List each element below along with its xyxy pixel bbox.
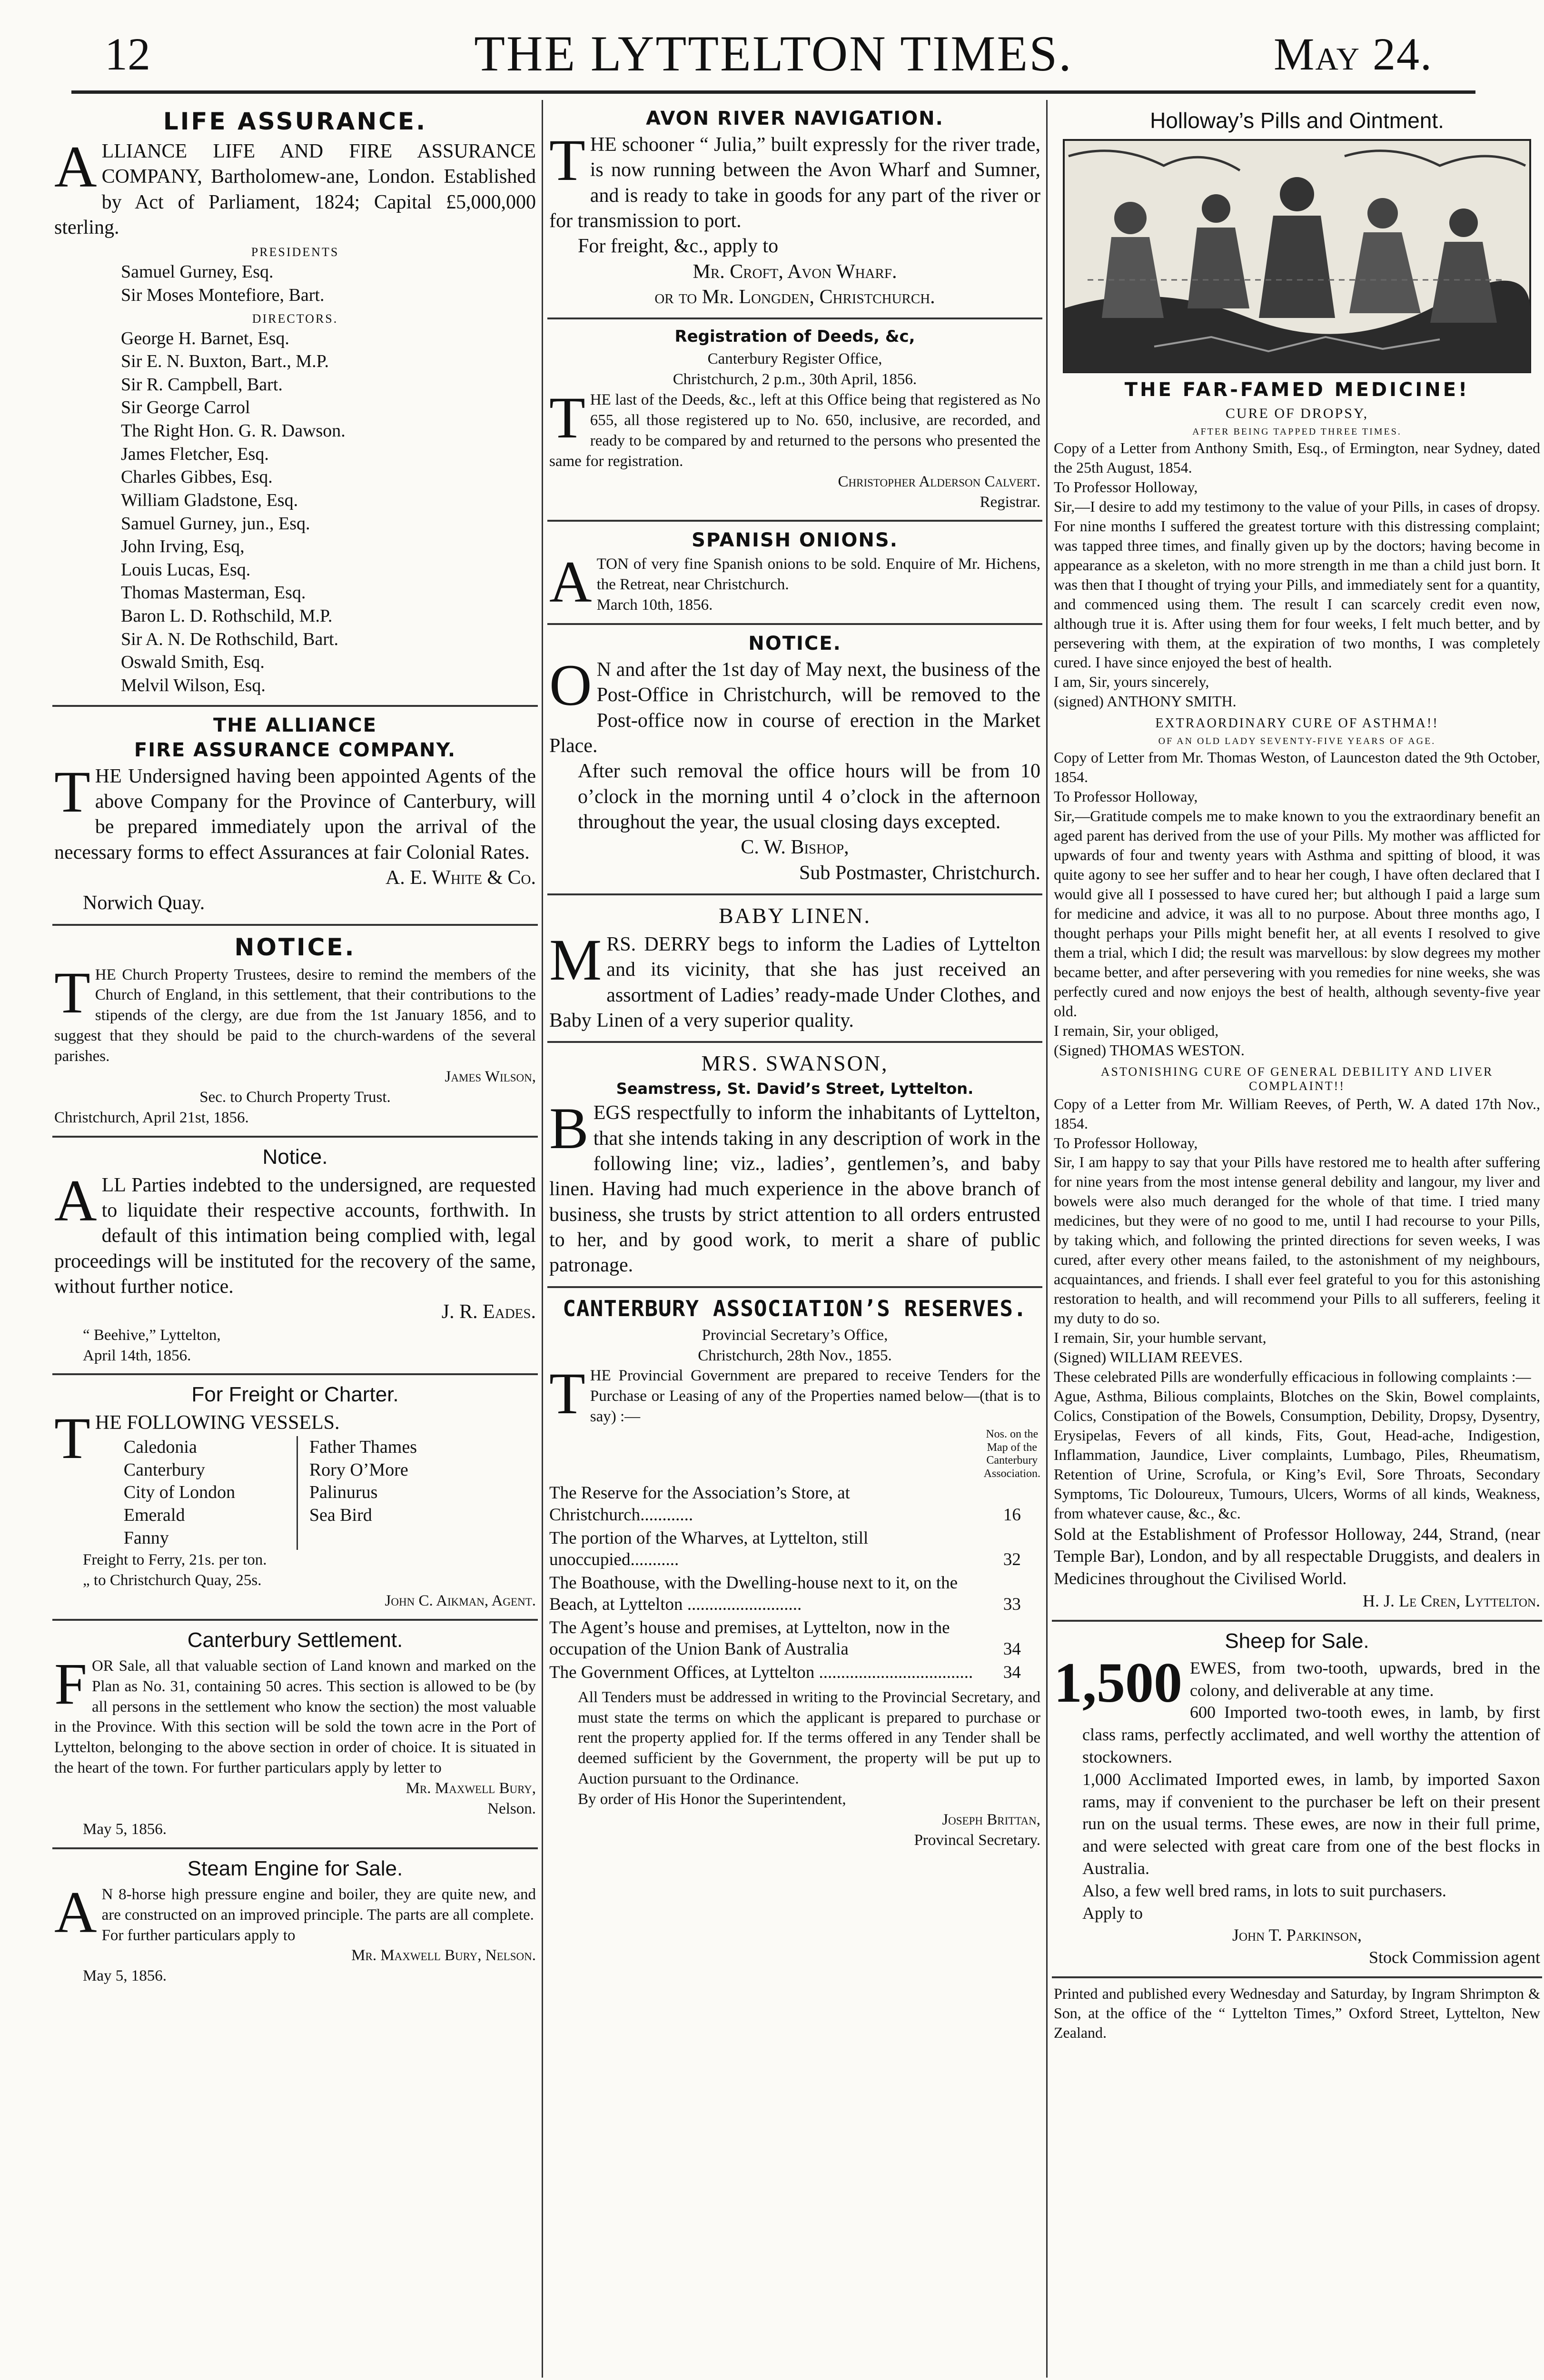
office: Provincial Secretary’s Office, [702,1326,888,1344]
vessel: City of London [123,1482,236,1503]
list-item: Thomas Masterman, Esq. [121,583,306,603]
ad-heading: Sheep for Sale. [1225,1629,1369,1653]
list-item: Oswald Smith, Esq. [121,652,265,673]
date: March 10th, 1856. [596,596,713,614]
ad-body: HE Church Property Trustees, desire to remind the members of the Church of England, in this settlement, that their contributions to the stipends of the clergy, are due from the 1st January 1856, and to suggest that they should be paid to the church-wardens of the several parishes. [54,966,536,1065]
ad-canterbury-settlement [52,1621,538,1849]
page-number: 12 [105,29,150,79]
vessel-list [95,1436,536,1550]
signature-role: Registrar. [980,493,1040,511]
ad-heading: NOTICE. [748,633,841,655]
testimonial-intro: Copy of a Letter from Mr. William Reeves, of Perth, W. A dated 17th Nov., 1854. [1054,1095,1540,1132]
ad-registration-deeds [547,319,1042,522]
property-number: 32 [1003,1549,1021,1569]
ad-spanish-onions [547,522,1042,625]
ad-heading: Registration of Deeds, &c, [674,327,915,347]
ad-heading: SPANISH ONIONS. [692,529,898,552]
table-header: Nos. on the Map of the Canterbury Association. [983,1428,1040,1480]
drop-cap: T [549,128,585,193]
contact-place: Nelson. [487,1800,536,1818]
ad-avon-river [547,100,1042,319]
testimonial-intro: Copy of Letter from Mr. Thomas Weston, of Launceston dated the 9th October, 1854. [1054,749,1540,786]
ad-body: HE Provincial Government are prepared to receive Tenders for the Purchase or Leasing of any of the Properties named below—(that is to say) :— [590,1367,1040,1426]
signature-role: Sub Postmaster, Christchurch. [799,862,1040,884]
column-3 [1052,100,1542,2373]
date: Christchurch, 2 p.m., 30th April, 1856. [673,371,917,388]
drop-cap: T [54,960,90,1025]
testimonial-body: Sir,—Gratitude compels me to make known to you the extraordinary benefit an aged parent has derived from the use of your Pills. My mother was afflicted for upwards of four and twenty years with Asthma and spitting of blood, it was quite agony to see her suffer and to hear her cough, I have often declared that I would give all I possessed to have cured her; but although I paid a large sum for medicine and advice, it was all to no purpose. About three months ago, I thought perhaps your Pills might benefit her, at all events I resolved to give them a trial, which I did; the result was marvellous: by slow degrees my mother became better, and after persevering with you remedies for nine weeks, she was perfectly cured and now enjoys the best of health, although seventy-five year old. [1054,807,1540,1020]
property-number: 33 [1003,1595,1021,1615]
freight-rate: Freight to Ferry, 21s. per ton. [83,1551,267,1569]
testimonial-signature: (Signed) WILLIAM REEVES. [1054,1348,1243,1366]
salutation: To Professor Holloway, [1054,788,1198,805]
properties-table [549,1427,1040,1685]
signature-role: Sec. to Church Property Trust. [199,1088,391,1106]
ad-body: EWES, from two-tooth, upwards, bred in the colony, and deliverable at any time. [1190,1658,1540,1700]
drop-cap: O [549,653,592,718]
list-item: William Gladstone, Esq. [121,490,298,510]
signature: C. W. Bishop, [741,836,849,859]
agent: Mr. Croft, Avon Wharf. [693,260,897,283]
vessel: Father Thames [309,1437,417,1457]
ad-holloways-pills [1052,100,1542,1622]
testimonial-body: Sir, I am happy to say that your Pills have restored me to health after suffering for nine years from the most intense general debility and langour, my liver and bowels were also much deranged for the whole of that time. I tried many medicines, but they were of no good to me, until I had recourse to your Pills, by taking which, and following the printed directions for seven weeks, I was cured, after every other means failed, to the astonishment of my neighbours, acquaintances, and friends. I shall ever feel grateful to you for this astonishing restoration to health, and will recommend your Pills to all sufferers, feeling it my duty to do so. [1054,1153,1540,1327]
apply: For freight, &c., apply to [578,235,779,258]
vessel: Rory O’More [309,1459,408,1480]
place: Norwich Quay. [83,892,205,914]
signature: J. R. Eades. [441,1301,536,1323]
ad-church-notice [52,926,538,1138]
property-description: The Government Offices, at Lyttelton ................................... [549,1663,973,1683]
vessel: Canterbury [123,1459,205,1480]
apply: Apply to [1082,1903,1143,1923]
ad-freight-charter [52,1375,538,1620]
order: By order of His Honor the Superintendent, [578,1791,846,1808]
ad-heading: MRS. SWANSON, [701,1051,889,1076]
list-item: Sir George Carrol [121,397,250,418]
agent: H. J. Le Cren, Lyttelton. [1362,1591,1540,1610]
list-item: Sir A. N. De Rothschild, Bart. [121,629,339,649]
drop-cap: A [549,549,592,615]
drop-cap: B [549,1096,589,1161]
ad-heading: BABY LINEN. [718,903,871,928]
date: Christchurch, 28th Nov., 1855. [698,1347,892,1364]
list-item: Sir E. N. Buxton, Bart., M.P. [121,351,329,372]
signature: John C. Aikman, Agent. [385,1592,536,1609]
ad-body: LL Parties indebted to the undersigned, are requested to liquidate their respective accounts, forthwith. In default of this intimation being complied with, legal proceedings will be instituted for the recovery of the same, without further notice. [54,1174,536,1298]
list-item: Melvil Wilson, Esq. [121,675,266,695]
property-description: The Reserve for the Association’s Store, at Christchurch............ [549,1483,850,1525]
office: Canterbury Register Office, [707,350,882,368]
ad-body: TON of very fine Spanish onions to be sold. Enquire of Mr. Hichens, the Retreat, near Christchurch. [596,555,1040,594]
ad-body: Also, a few well bred rams, in lots to suit purchasers. [1082,1881,1446,1900]
signature: John T. Parkinson, [1232,1925,1362,1945]
ad-alliance-fire [52,707,538,926]
testimonial-signature: (signed) ANTHONY SMITH. [1054,693,1237,710]
table-row [549,1661,1040,1684]
vessel: Caledonia [123,1437,197,1457]
signature: A. E. White & Co. [385,866,536,889]
drop-cap: T [549,1361,585,1427]
salutation: To Professor Holloway, [1054,1134,1198,1151]
drop-cap: A [54,1879,97,1945]
ad-body: All Tenders must be addressed in writing to the Provincial Secretary, and must state the terms on which the applicant is prepared to purchase or rent the property applied for. If the terms offered in any Tender shall be deemed sufficient by the Government, the property will be put up to Auction pursuant to the Ordinance. [578,1688,1040,1788]
signature-role: Provincal Secretary. [914,1831,1040,1849]
property-description: The Boathouse, with the Dwelling-house next to it, on the Beach, at Lyttelton .......................... [549,1573,958,1615]
ad-subheading: THE FAR-FAMED MEDICINE! [1124,379,1470,401]
ad-body: LLIANCE LIFE AND FIRE ASSURANCE COMPANY, Bartholomew-ane, London. Established by Act of Parliament, 1824; Capital £5,000,000 sterling. [54,140,536,238]
drop-cap: A [54,134,97,199]
column-2 [547,100,1042,2373]
date: May 5, 1856. [83,1820,167,1838]
list-item: John Irving, Esq, [121,536,245,557]
ad-body: HE Undersigned having been appointed Agents of the above Company for the Province of Canterbury, will be prepared immediately upon the arrival of the necessary forms to effect Assurances at fair Colonial Rates. [54,765,536,863]
ad-body: After such removal the office hours will be from 10 o’clock in the morning until 4 o’clock in the afternoon throughout the year, the usual closing days excepted. [578,760,1040,833]
list-item: The Right Hon. G. R. Dawson. [121,421,346,441]
ad-heading: Notice. [262,1145,328,1169]
drop-cap: M [549,927,602,993]
ad-heading: Canterbury Settlement. [187,1628,403,1652]
property-description: The Agent’s house and premises, at Lyttelton, now in the occupation of the Union Bank of Australia [549,1618,950,1659]
drop-cap: T [549,385,585,451]
list-item: George H. Barnet, Esq. [121,328,289,348]
testimonial-signature: (Signed) THOMAS WESTON. [1054,1041,1245,1059]
ad-association-reserves [547,1288,1042,1858]
testimonial-intro: Copy of a Letter from Anthony Smith, Esq., of Ermington, near Sydney, dated the 25th August, 1854. [1054,439,1540,476]
signature: Christopher Alderson Calvert. [838,473,1040,490]
table-row [549,1481,1040,1526]
ad-heading: LIFE ASSURANCE. [163,108,427,135]
presidents-label: PRESIDENTS [251,245,339,259]
drop-cap: T [54,759,90,824]
ad-steam-engine [52,1849,538,1994]
ad-body: 600 Imported two-tooth ewes, in lamb, by first class rams, perfectly acclimated, and well worthy the attention of stockowners. [1082,1703,1540,1766]
salutation: To Professor Holloway, [1054,478,1198,496]
signature-role: Stock Commission agent [1369,1948,1540,1967]
ad-life-assurance [52,100,538,707]
list-item: Baron L. D. Rothschild, M.P. [121,606,333,626]
presidents-list [54,260,536,307]
ad-body: EGS respectfully to inform the inhabitants of Lyttelton, that she intends taking in any description of work in the following line; viz., ladies’, gentlemen’s, and baby linen. Having had much experience in the above branch of business, she trusts by strict attention to all orders entrusted to her, and by good work, to merit a share of public patronage. [549,1102,1040,1277]
ad-body: HE FOLLOWING VESSELS. [95,1412,340,1434]
ad-post-office-notice [547,625,1042,895]
drop-cap: F [54,1651,87,1716]
vessel: Emerald [123,1505,185,1526]
masthead [71,19,1475,94]
vessel: Palinurus [309,1482,378,1503]
date: Christchurch, April 21st, 1856. [54,1109,249,1126]
newspaper-title: THE LYTTELTON TIMES. [474,26,1073,81]
column-divider [542,100,543,2378]
testimonial-closing: I remain, Sir, your humble servant, [1054,1329,1267,1347]
ad-body: N 8-horse high pressure engine and boiler, they are quite new, and are constructed on an improved principle. The parts are all complete. [101,1885,536,1924]
testimonial-title: EXTRAORDINARY CURE OF ASTHMA!! [1155,716,1439,731]
testimonial-closing: I am, Sir, yours sincerely, [1054,673,1209,691]
ad-heading: AVON RIVER NAVIGATION. [646,108,944,129]
engraving-illustration [1054,137,1540,375]
ad-heading: Holloway’s Pills and Ointment. [1150,108,1444,133]
ad-debts-notice [52,1138,538,1376]
vessel: Sea Bird [309,1505,372,1526]
ad-heading: THE ALLIANCE [213,714,377,736]
ad-body: 1,000 Acclimated Imported ewes, in lamb, by imported Saxon rams, may if convenient to the purchaser be left on their present run on the usual terms. These ewes, are now in their full prime, and were selected with great care from one of the best flocks in Australia. [1082,1769,1540,1878]
apply: For further particulars apply to [101,1926,296,1944]
directors-label: DIRECTORS. [252,311,338,326]
property-number: 16 [1003,1505,1021,1525]
testimonial-body: Sir,—I desire to add my testimony to the value of your Pills, in cases of dropsy. For nine months I suffered the greatest torture with this distressing complaint; was tapped three times, and finally given up by the doctors; having become in appearance as a skeleton, with no more strength in me than a child just born. It was then that I thought of trying your Pills, and immediately sent for a quantity, and commenced using them. The result I can scarcely credit even now, although true it is. After using them for four weeks, I felt much better, and by persevering with them, at the expiration of two months, I was completely cured. I have since enjoyed the best of health. [1054,497,1540,671]
ad-baby-linen [547,895,1042,1043]
signature: Joseph Brittan, [942,1811,1040,1828]
agent: or to Mr. Longden, Christchurch. [654,286,935,308]
ad-body: HE schooner “ Julia,” built expressly for the river trade, is now running between the Avon Wharf and Sumner, and is ready to take in goods for any part of the river or for transmission to port. [549,134,1040,232]
testimonial-closing: I remain, Sir, your obliged, [1054,1021,1219,1039]
table-row [549,1616,1040,1661]
list-item: Samuel Gurney, jun., Esq. [121,513,310,534]
list-item: James Fletcher, Esq. [121,444,269,464]
ad-body: N and after the 1st day of May next, the business of the Post-Office in Christchurch, will be removed to the Post-office now in course of erection in the Market Place. [549,659,1040,757]
ad-mrs-swanson [547,1043,1042,1288]
sold-at: Sold at the Establishment of Professor Holloway, 244, Strand, (near Temple Bar), London, and by all respectable Druggists, and dealers in Medicines throughout the Civilised World. [1054,1524,1540,1588]
property-description: The portion of the Wharves, at Lyttelton, still unoccupied........... [549,1528,869,1569]
signature: James Wilson, [445,1068,536,1085]
list-item: Charles Gibbes, Esq. [121,467,273,487]
list-item: Sir Moses Montefiore, Bart. [121,285,325,305]
drop-cap: A [54,1168,97,1233]
ad-body: HE last of the Deeds, &c., left at this Office being that registered as No 655, all those registered up to No. 650, inclusive, are recorded, and ready to be compared by and returned to the persons who presented the same for registration. [549,391,1040,470]
ad-body: RS. DERRY begs to inform the Ladies of Lyttelton and its vicinity, that she has just received an assortment of Ladies’ ready-made Under Clothes, and Baby Linen of a very superior quality. [549,933,1040,1032]
efficacy-note: These celebrated Pills are wonderfully efficacious in following complaints :— [1054,1368,1531,1385]
testimonial-subtitle: OF AN OLD LADY SEVENTY-FIVE YEARS OF AGE. [1158,736,1436,747]
big-number: 1,500 [1054,1650,1182,1714]
list-item: Sir R. Campbell, Bart. [121,374,283,395]
ad-heading: NOTICE. [234,933,356,961]
ad-subheading: Seamstress, St. David’s Street, Lyttelton. [616,1080,974,1098]
property-number: 34 [1003,1639,1021,1659]
list-item: Samuel Gurney, Esq. [121,262,274,282]
freight-rate: „ to Christchurch Quay, 25s. [83,1572,262,1589]
ad-body: OR Sale, all that valuable section of Land known and marked on the Plan as No. 31, containing 50 acres. This section is allowed to be (by all persons in the settlement who know the section) the most valuable in the Province. With this section will be sold the town acre in the Port of Lyttelton, belonging to the above section in order of choice. It is situated in the heart of the town. For further particulars apply by letter to [54,1657,536,1777]
ad-subheading: FIRE ASSURANCE COMPANY. [134,739,456,761]
contact: Mr. Maxwell Bury, [406,1780,536,1797]
property-number: 34 [1003,1663,1021,1683]
date: April 14th, 1856. [83,1347,191,1364]
directors-list [54,327,536,697]
date: May 5, 1856. [83,1967,167,1985]
ad-sheep-for-sale [1052,1622,1542,1978]
printer-imprint: Printed and published every Wednesday and Saturday, by Ingram Shrimpton & Son, at the office of the “ Lyttelton Times,” Oxford Street, Lyttelton, New Zealand. [1054,1984,1540,2041]
issue-date: May 24. [1274,29,1433,79]
column-1 [52,100,538,2373]
vessel: Fanny [123,1528,169,1548]
testimonial-title: ASTONISHING CURE OF GENERAL DEBILITY AND LIVER COMPLAINT!! [1100,1064,1494,1093]
testimonial-subtitle: AFTER BEING TAPPED THREE TIMES. [1192,426,1402,437]
testimonial-title: CURE OF DROPSY, [1225,406,1369,421]
drop-cap: T [54,1406,90,1471]
complaints-list: Ague, Asthma, Bilious complaints, Blotches on the Skin, Bowel complaints, Colics, Constipation of the Bowels, Consumption, Debility, Dropsy, Dysentry, Erysipelas, Fevers of all kinds, Fits, Gout, Head-ache, Indigestion, Inflammation, Jaundice, Liver complaints, Lumbago, Piles, Rheumatism, Retention of Urine, Scrofula, or King’s Evil, Sore Throats, Secondary Symptoms, Tic Doloureux, Tumours, Ulcers, Worms of all kinds, Weakness, from whatever cause, &c., &c. [1054,1387,1540,1522]
place: “ Beehive,” Lyttelton, [83,1326,221,1344]
ad-heading: CANTERBURY ASSOCIATION’S RESERVES. [563,1295,1027,1321]
imprint [1052,1978,1542,2050]
ad-heading: For Freight or Charter. [191,1383,399,1407]
contact: Mr. Maxwell Bury, Nelson. [351,1947,536,1964]
table-row [549,1527,1040,1571]
list-item: Louis Lucas, Esq. [121,559,251,580]
ad-heading: Steam Engine for Sale. [187,1856,403,1880]
table-row [549,1571,1040,1616]
column-divider [1046,100,1048,2378]
